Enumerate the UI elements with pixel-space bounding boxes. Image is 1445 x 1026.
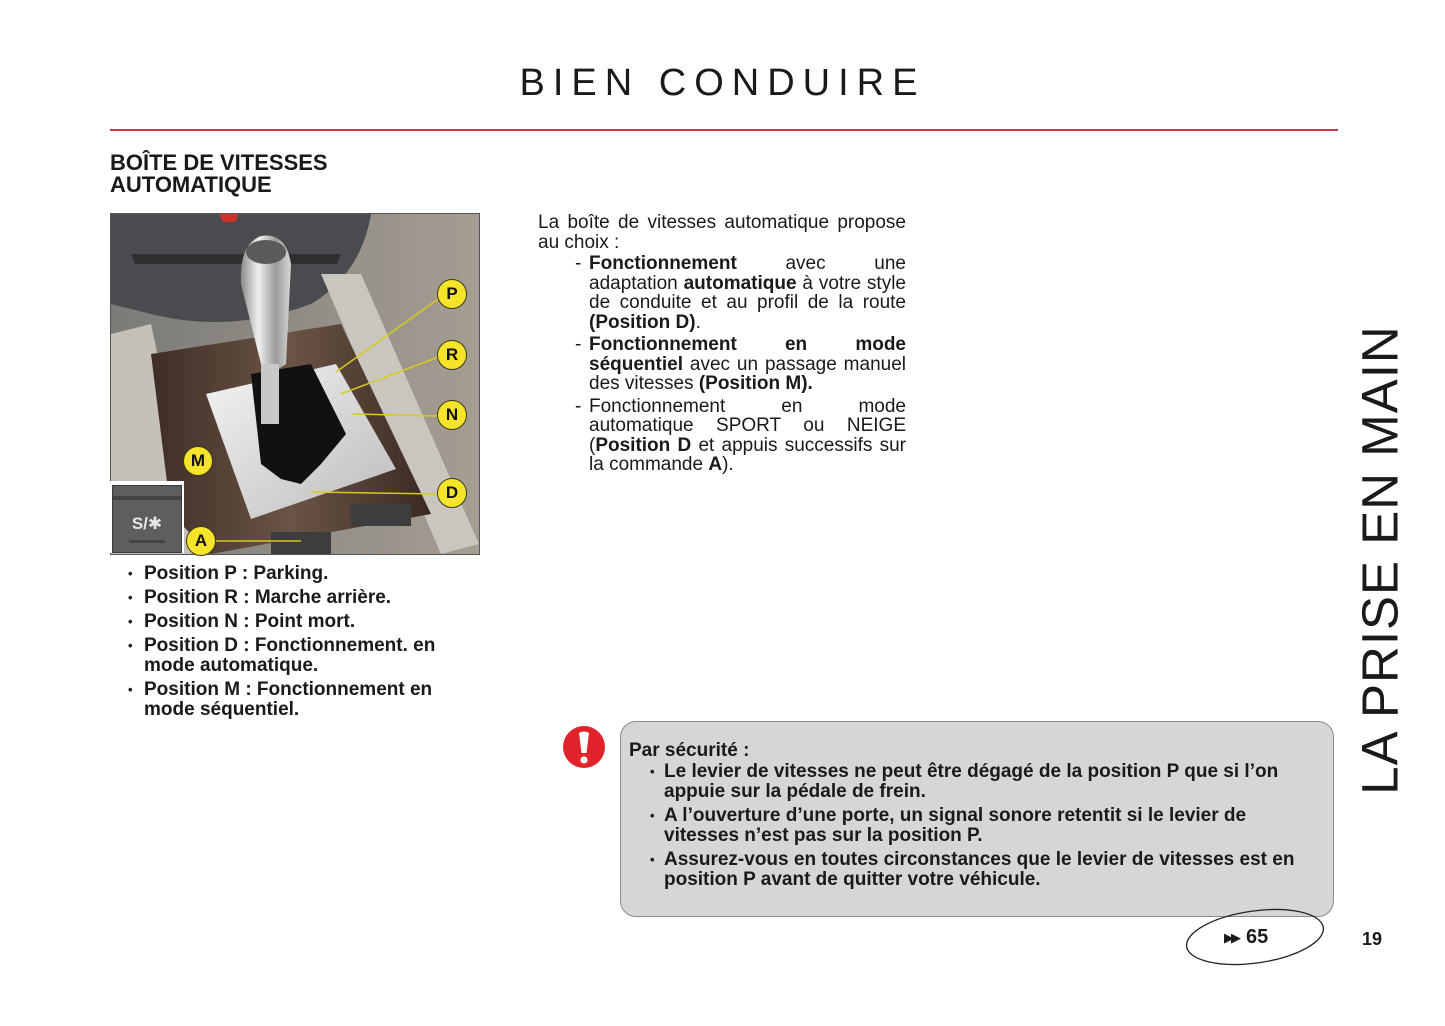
callout-d: D bbox=[437, 478, 467, 508]
page-reference-link[interactable] bbox=[1224, 926, 1268, 949]
warning-item: • Le levier de vitesses ne peut être dégagé de la position P que si l’on appuie sur la pédale de frein. bbox=[650, 762, 1326, 801]
gear-positions-list bbox=[128, 564, 488, 724]
warning-item: • A l’ouverture d’une porte, un signal sonore retentit si le levier de vitesses n’est pas sur la position P. bbox=[650, 806, 1326, 845]
exclamation-icon bbox=[562, 725, 606, 769]
page-reference-number: 65 bbox=[1246, 926, 1269, 948]
section-heading-line2: AUTOMATIQUE bbox=[110, 172, 272, 197]
callout-r: R bbox=[437, 340, 467, 370]
warning-list bbox=[650, 762, 1326, 894]
modes-list bbox=[575, 254, 906, 478]
mode-item-automatic: - Fonctionnement avec une adaptation automatique à votre style de conduite et au profil de la route (Position D). bbox=[575, 254, 906, 332]
callout-a: A bbox=[186, 526, 216, 556]
callout-n: N bbox=[437, 400, 467, 430]
callout-p: P bbox=[437, 279, 467, 309]
section-heading-line1: BOÎTE DE VITESSES bbox=[110, 150, 328, 175]
mode-item-sport-snow: - Fonctionnement en mode automatique SPORT ou NEIGE (Position D et appuis successifs sur la commande A). bbox=[575, 397, 906, 475]
fast-forward-icon: ▶▶ bbox=[1224, 929, 1238, 945]
intro-paragraph: La boîte de vitesses automatique propose au choix : bbox=[538, 212, 906, 253]
sport-snow-button bbox=[112, 485, 182, 553]
position-item-p: • Position P : Parking. bbox=[128, 564, 488, 584]
position-item-d: • Position D : Fonctionnement. en mode automatique. bbox=[128, 636, 488, 676]
sport-snow-button-inset bbox=[110, 481, 184, 553]
page-title: BIEN CONDUIRE bbox=[519, 62, 926, 104]
position-item-r: • Position R : Marche arrière. bbox=[128, 588, 488, 608]
section-heading bbox=[110, 152, 328, 196]
page-number: 19 bbox=[1362, 929, 1383, 949]
callout-m: M bbox=[183, 446, 213, 476]
title-divider bbox=[110, 129, 1338, 131]
position-item-m: • Position M : Fonctionnement en mode séquentiel. bbox=[128, 680, 488, 720]
warning-item: • Assurez-vous en toutes circonstances que le levier de vitesses est en position P avant de quitter votre véhicule. bbox=[650, 850, 1326, 889]
mode-item-sequential: - Fonctionnement en mode séquentiel avec un passage manuel des vitesses (Position M). bbox=[575, 335, 906, 394]
warning-title: Par sécurité : bbox=[629, 740, 750, 761]
chapter-side-title: LA PRISE EN MAIN bbox=[1351, 325, 1409, 795]
sport-snow-label: S/✱ bbox=[131, 514, 163, 533]
position-item-n: • Position N : Point mort. bbox=[128, 612, 488, 632]
